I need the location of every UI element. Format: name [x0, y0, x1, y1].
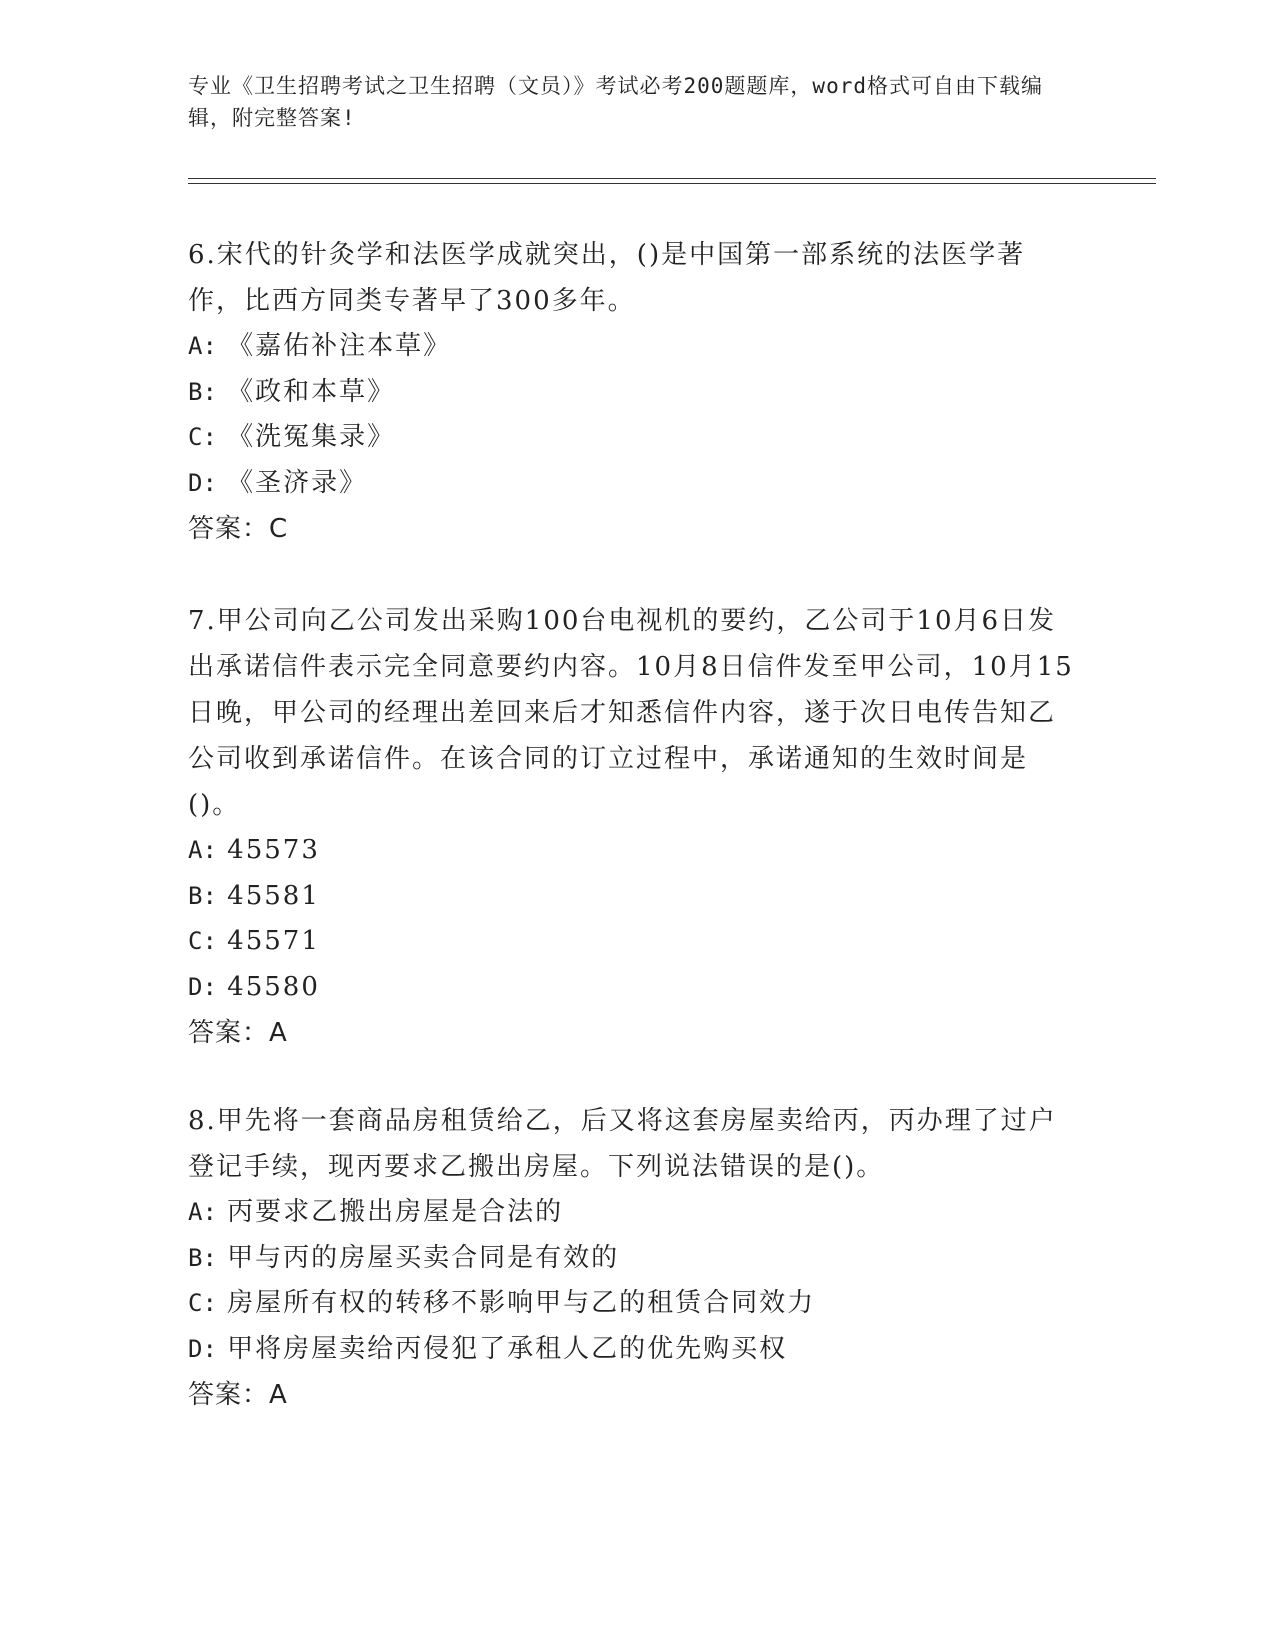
option-a: [188, 1190, 1078, 1236]
question-stem: 6.宋代的针灸学和法医学成就突出，()是中国第一部系统的法医学著作，比西方同类专著早了300多年。: [188, 240, 1026, 316]
option-b: [188, 1236, 1078, 1282]
option-c: [188, 1281, 1078, 1327]
option-text: 丙要求乙搬出房屋是合法的: [227, 1197, 564, 1227]
question-8: [188, 1098, 1078, 1418]
option-letter: A:: [188, 1198, 217, 1226]
option-c: [188, 919, 1078, 965]
option-letter: A:: [188, 836, 217, 864]
question-stem: 7.甲公司向乙公司发出采购100台电视机的要约，乙公司于10月6日发出承诺信件表示完全同意要约内容。10月8日信件发至甲公司，10月15日晚，甲公司的经理出差回来后才知悉信件内容，遂于次日电传告知乙公司收到承诺信件。在该合同的订立过程中，承诺通知的生效时间是()。: [188, 606, 1074, 820]
option-letter: B:: [188, 377, 217, 406]
option-letter: B:: [188, 881, 217, 910]
document-header: 专业《卫生招聘考试之卫生招聘（文员）》考试必考200题题库，word格式可自由下载编辑，附完整答案!: [188, 74, 1043, 130]
option-text: 45581: [227, 880, 320, 911]
question-7: [188, 598, 1078, 1056]
option-letter: B:: [188, 1243, 217, 1272]
option-letter: D:: [188, 972, 217, 1001]
option-c: [188, 415, 1078, 461]
option-d: [188, 965, 1078, 1011]
header-divider-top: [188, 178, 1156, 179]
option-text: 《政和本草》: [227, 376, 396, 407]
option-b: [188, 874, 1078, 920]
option-text: 甲将房屋卖给丙侵犯了承租人乙的优先购买权: [227, 1333, 788, 1364]
option-letter: C:: [188, 423, 217, 451]
option-b: [188, 370, 1078, 416]
question-stem: 8.甲先将一套商品房租赁给乙，后又将这套房屋卖给丙，丙办理了过户登记手续，现丙要求乙搬出房屋。下列说法错误的是()。: [188, 1106, 1057, 1182]
option-letter: A:: [188, 332, 217, 360]
option-text: 45571: [227, 926, 320, 956]
option-text: 45573: [227, 835, 320, 865]
option-text: 《洗冤集录》: [227, 422, 396, 452]
option-a: [188, 828, 1078, 874]
answer-line: 答案：C: [188, 514, 289, 544]
option-text: 《圣济录》: [227, 467, 368, 498]
option-letter: D:: [188, 468, 217, 497]
question-6: [188, 232, 1078, 552]
option-d: [188, 461, 1078, 507]
answer-line: 答案：A: [188, 1018, 288, 1048]
answer-line: 答案：A: [188, 1380, 288, 1410]
option-letter: D:: [188, 1334, 217, 1363]
header-divider-bottom: [188, 183, 1156, 184]
option-text: 《嘉佑补注本草》: [227, 331, 452, 361]
option-letter: C:: [188, 927, 217, 955]
option-text: 45580: [227, 971, 320, 1002]
option-d: [188, 1327, 1078, 1373]
option-text: 甲与丙的房屋买卖合同是有效的: [227, 1242, 620, 1273]
option-text: 房屋所有权的转移不影响甲与乙的租赁合同效力: [227, 1288, 816, 1318]
option-letter: C:: [188, 1289, 217, 1317]
option-a: [188, 324, 1078, 370]
